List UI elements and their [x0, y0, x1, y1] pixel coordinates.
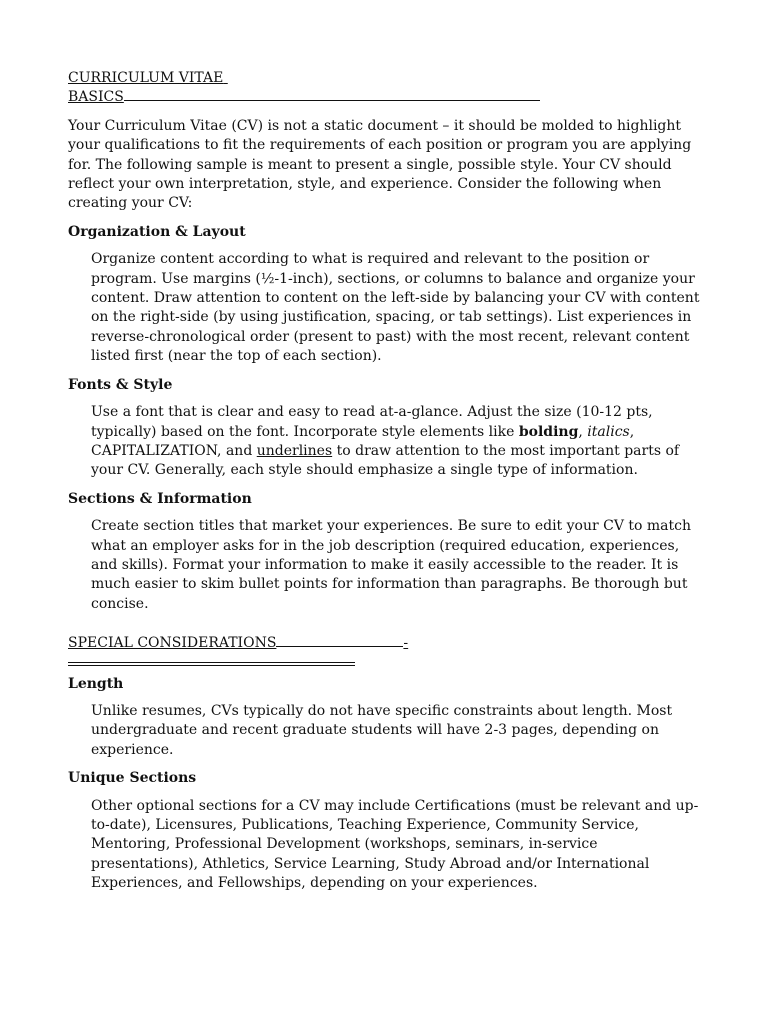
length-heading: Length: [68, 675, 124, 692]
sections-information-heading: Sections & Information: [68, 490, 252, 507]
length-body: Unlike resumes, CVs typically do not have specific constraints about length. Most undergraduate and recent graduate students will have 2-3 pages, depending on experience.: [91, 702, 673, 758]
italics-example: italics: [587, 423, 630, 440]
bolding-example: bolding: [518, 423, 579, 440]
underlines-example: underlines: [256, 442, 333, 459]
fonts-text-b: to draw attention to the most important parts of your CV. Generally, each style should emphasize a single type of information.: [91, 442, 680, 479]
special-double-rule: [68, 662, 355, 666]
unique-sections-body: Other optional sections for a CV may include Certifications (must be relevant and up-to-date), Licensures, Publications, Teaching Experience, Community Service, Mentoring, Professional Development (workshops, seminars, in-service presentations), Athletics, Service Learning, Study Abroad and/or International Experiences, and Fellowships, depending on your experiences.: [91, 797, 699, 892]
sections-information-body: Create section titles that market your experiences. Be sure to edit your CV to match what an employer asks for in the job description (required education, experiences, and skills). Format your information to make it easily accessible to the reader. It is much easier to skim bullet points for information than paragraphs. Be thorough but concise.: [91, 518, 692, 612]
intro-paragraph: Your Curriculum Vitae (CV) is not a static document – it should be molded to highlight your qualifications to fit the requirements of each position or program you are applying for. The following sample is meant to present a single, possible style. Your CV should reflect your own interpretation, style, and experience. Consider the following when creating your CV:: [68, 117, 692, 212]
organization-layout-heading: Organization & Layout: [68, 223, 246, 240]
basics-heading: BASICS: [68, 88, 708, 107]
document-title: CURRICULUM VITAE: [68, 70, 224, 86]
organization-layout-body: Organize content according to what is required and relevant to the position or program. Use margins (½-1-inch), sections, or columns to balance and organize your content. Draw attention to content on the left-side by balancing your CV with content on the right-side (by using justification, spacing, or tab settings). List experiences in reverse-chronological order (present to past) with the most recent, relevant content listed first (near the top of each section).: [91, 251, 700, 365]
fonts-style-body: [91, 403, 708, 481]
special-considerations-heading: SPECIAL CONSIDERATIONS -: [68, 635, 409, 652]
fonts-style-heading: Fonts & Style: [68, 376, 173, 393]
unique-sections-heading: Unique Sections: [68, 770, 197, 787]
fonts-sep-1: ,: [578, 423, 588, 440]
fonts-sep-2: , CAPITALIZATION, and: [91, 423, 635, 459]
special-rule: [276, 645, 403, 647]
basics-rule: [124, 99, 540, 101]
fonts-text-a: Use a font that is clear and easy to read at-a-glance. Adjust the size (10-12 pts, typically) based on the font. Incorporate style elements like: [91, 404, 653, 440]
document-page: [68, 69, 708, 894]
